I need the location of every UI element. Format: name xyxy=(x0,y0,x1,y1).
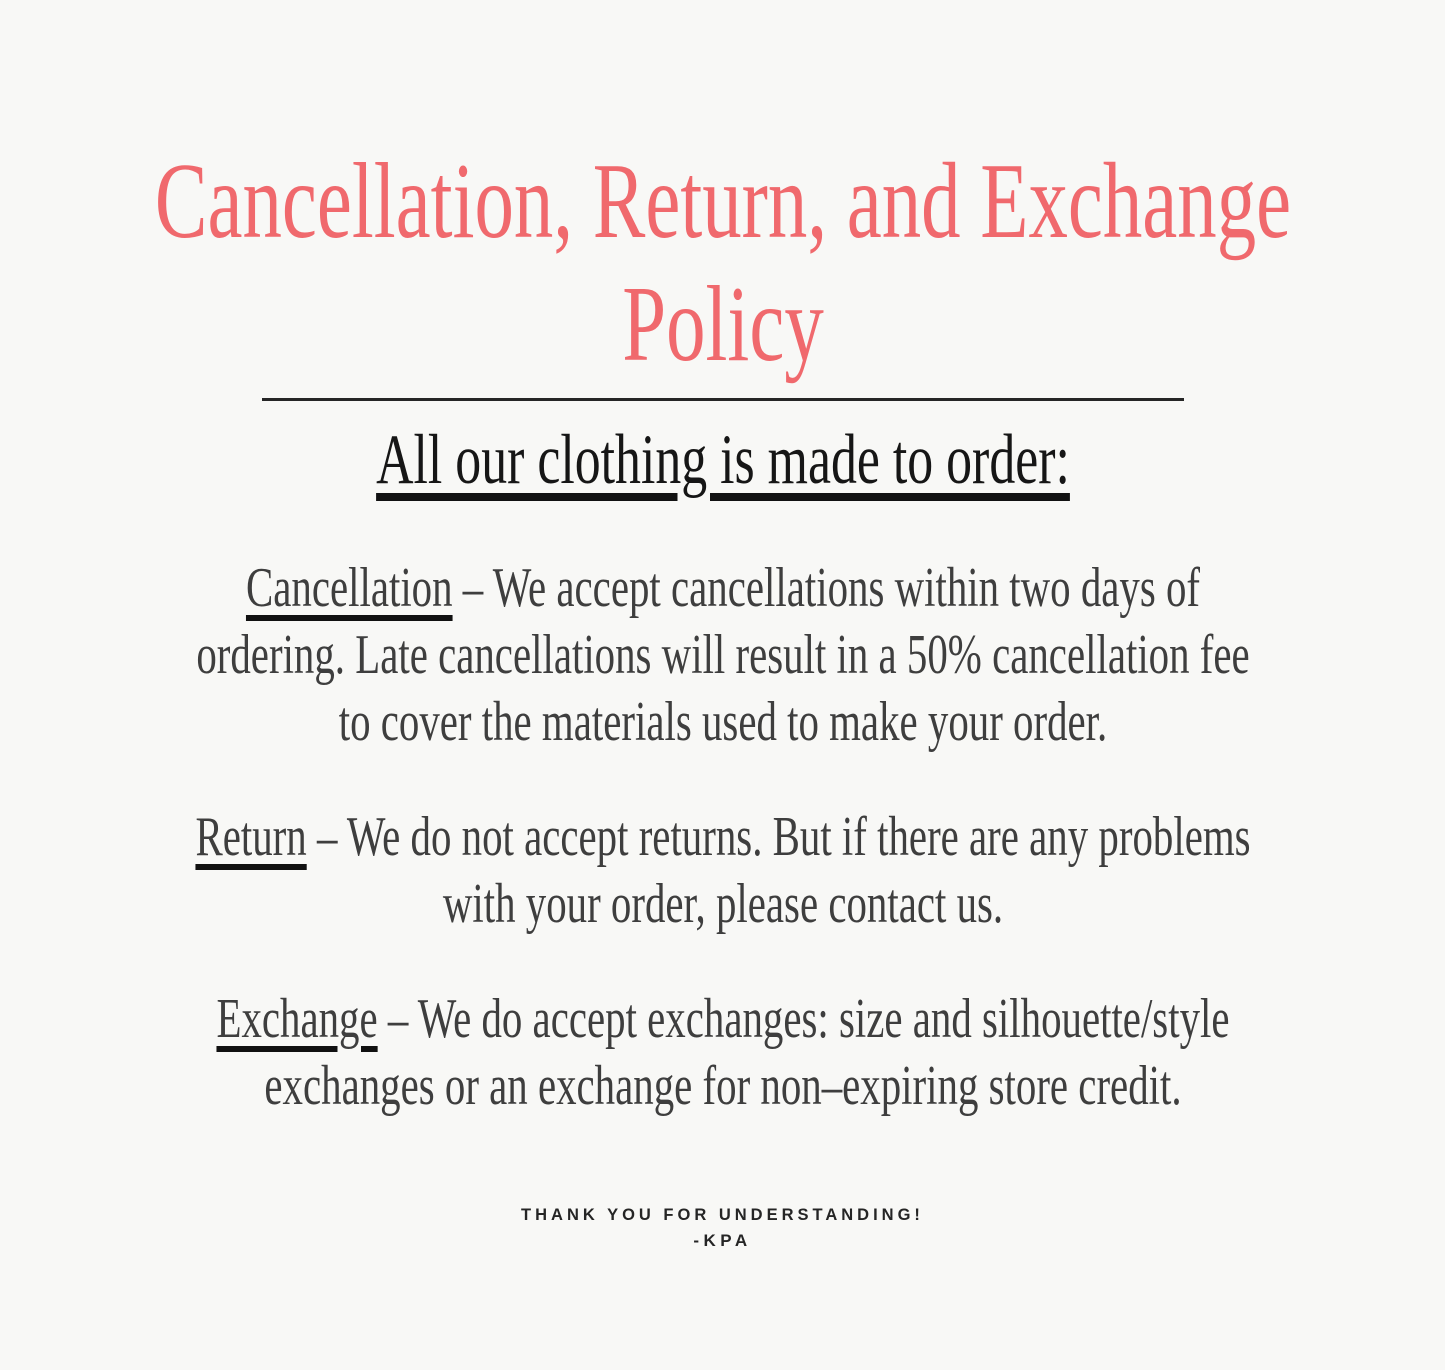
policy-line xyxy=(84,1053,1362,1120)
footer-signature-line: -KPA xyxy=(693,1231,752,1251)
policy-sections xyxy=(0,555,1445,1120)
subtitle: All our clothing is made to order: xyxy=(375,421,1070,500)
policy-line xyxy=(84,622,1362,689)
policy-line-text: – We do accept exchanges: size and silhouette/style xyxy=(377,988,1230,1051)
policy-line-text: to cover the materials used to make your order. xyxy=(338,691,1107,754)
policy-line xyxy=(84,986,1362,1053)
policy-term-return: Return xyxy=(194,806,307,869)
subtitle-wrap xyxy=(84,415,1362,505)
policy-line xyxy=(84,804,1362,871)
policy-term-exchange: Exchange xyxy=(215,988,378,1051)
page-title: Cancellation, Return, and Exchange Policy xyxy=(154,142,1291,385)
policy-term-cancellation: Cancellation xyxy=(245,557,453,620)
policy-line-text: – We accept cancellations within two days of xyxy=(452,557,1200,620)
policy-section-exchange xyxy=(84,986,1362,1120)
footer-thanks-line: THANK YOU FOR UNDERSTANDING! xyxy=(521,1206,924,1225)
policy-section-cancellation xyxy=(84,555,1362,756)
policy-line-text: with your order, please contact us. xyxy=(442,873,1003,936)
policy-line-text: – We do not accept returns. But if there are any problems xyxy=(306,806,1251,869)
policy-line xyxy=(84,555,1362,622)
policy-line xyxy=(84,871,1362,938)
policy-line xyxy=(84,689,1362,756)
footer xyxy=(0,1202,1445,1254)
policy-line-text: exchanges or an exchange for non–expiring store credit. xyxy=(263,1055,1182,1118)
policy-line-text: ordering. Late cancellations will result in a 50% cancellation fee xyxy=(195,624,1250,687)
policy-section-return xyxy=(84,804,1362,938)
title-divider-line xyxy=(262,398,1184,401)
